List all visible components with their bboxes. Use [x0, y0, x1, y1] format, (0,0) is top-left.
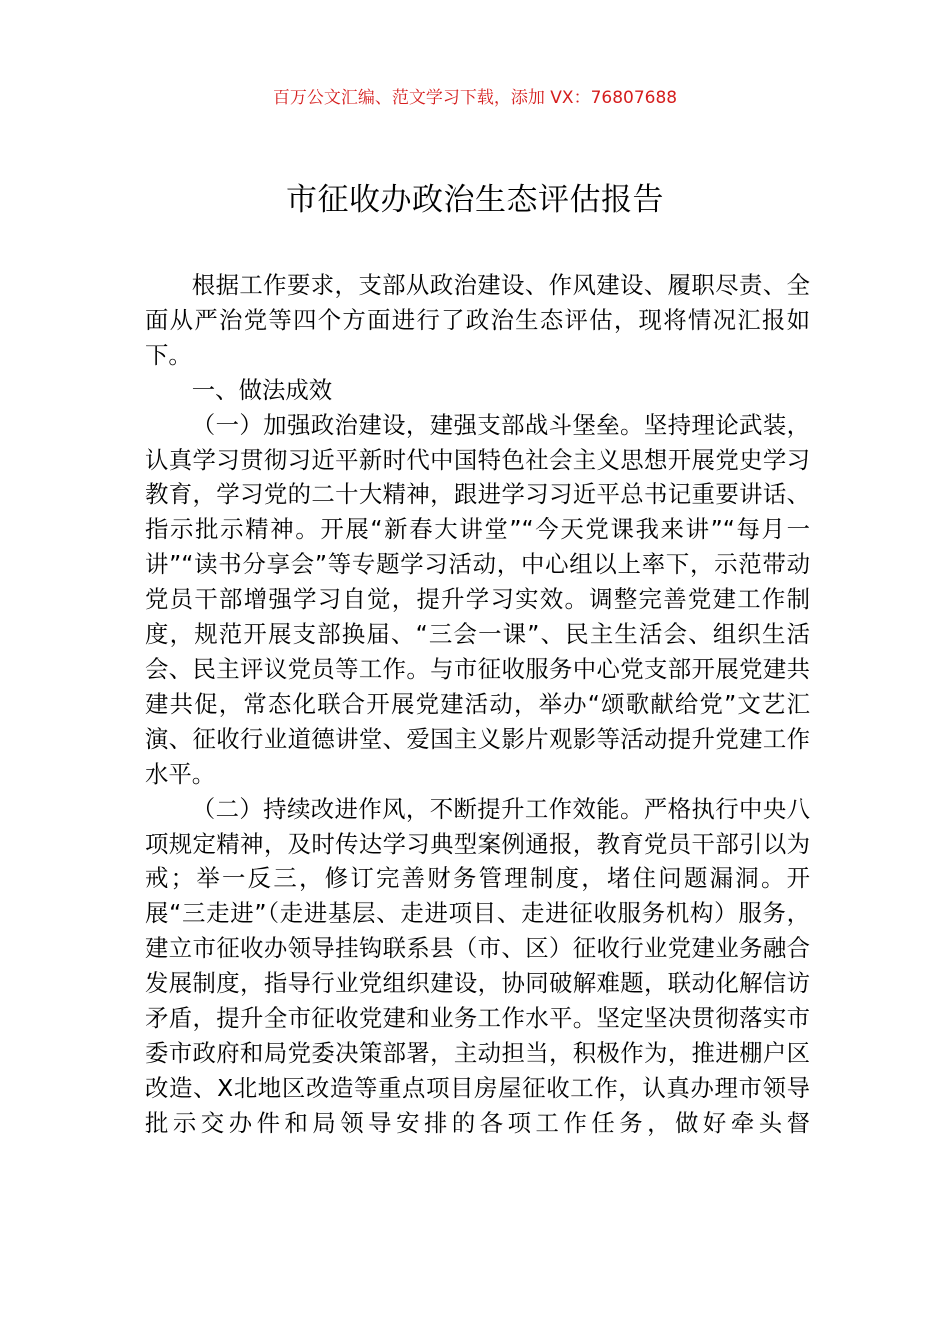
- paragraph-intro: 根据工作要求，支部从政治建设、作风建设、履职尽责、全面从严治党等四个方面进行了政治生态评估，现将情况汇报如下。: [145, 271, 810, 369]
- paragraph-political-building: （一）加强政治建设，建强支部战斗堡垒。坚持理论武装，认真学习贯彻习近平新时代中国特色社会主义思想开展党史学习教育，学习党的二十大精神，跟进学习习近平总书记重要讲话、指示批示精神。开展“新春大讲堂”“今天党课我来讲”“每月一讲”“读书分享会”等专题学习活动，中心组以上率下，示范带动党员干部增强学习自觉，提升学习实效。调整完善党建工作制度，规范开展支部换届、“三会一课”、民主生活会、组织生活会、民主评议党员等工作。与市征收服务中心党支部开展党建共建共促，常态化联合开展党建活动，举办“颂歌献给党”文艺汇演、征收行业道德讲堂、爱国主义影片观影等活动提升党建工作水平。: [145, 410, 810, 788]
- watermark-banner: 百万公文汇编、范文学习下载，添加 VX：76807688: [272, 88, 678, 108]
- section-heading: 一、做法成效: [191, 375, 333, 404]
- paragraph-work-style: （二）持续改进作风，不断提升工作效能。严格执行中央八项规定精神，及时传达学习典型案例通报，教育党员干部引以为戒；举一反三，修订完善财务管理制度，堵住问题漏洞。开展“三走进”（走进基层、走进项目、走进征收服务机构）服务，建立市征收办领导挂钩联系县（市、区）征收行业党建业务融合发展制度，指导行业党组织建设，协同破解难题，联动化解信访矛盾，提升全市征收党建和业务工作水平。坚定坚决贯彻落实市委市政府和局党委决策部署，主动担当，积极作为，推进棚户区改造、X北地区改造等重点项目房屋征收工作，认真办理市领导批示交办件和局领导安排的各项工作任务，做好牵头督: [145, 794, 810, 1137]
- document-body: [145, 268, 810, 1141]
- page-title: 市征收办政治生态评估报告: [286, 182, 664, 218]
